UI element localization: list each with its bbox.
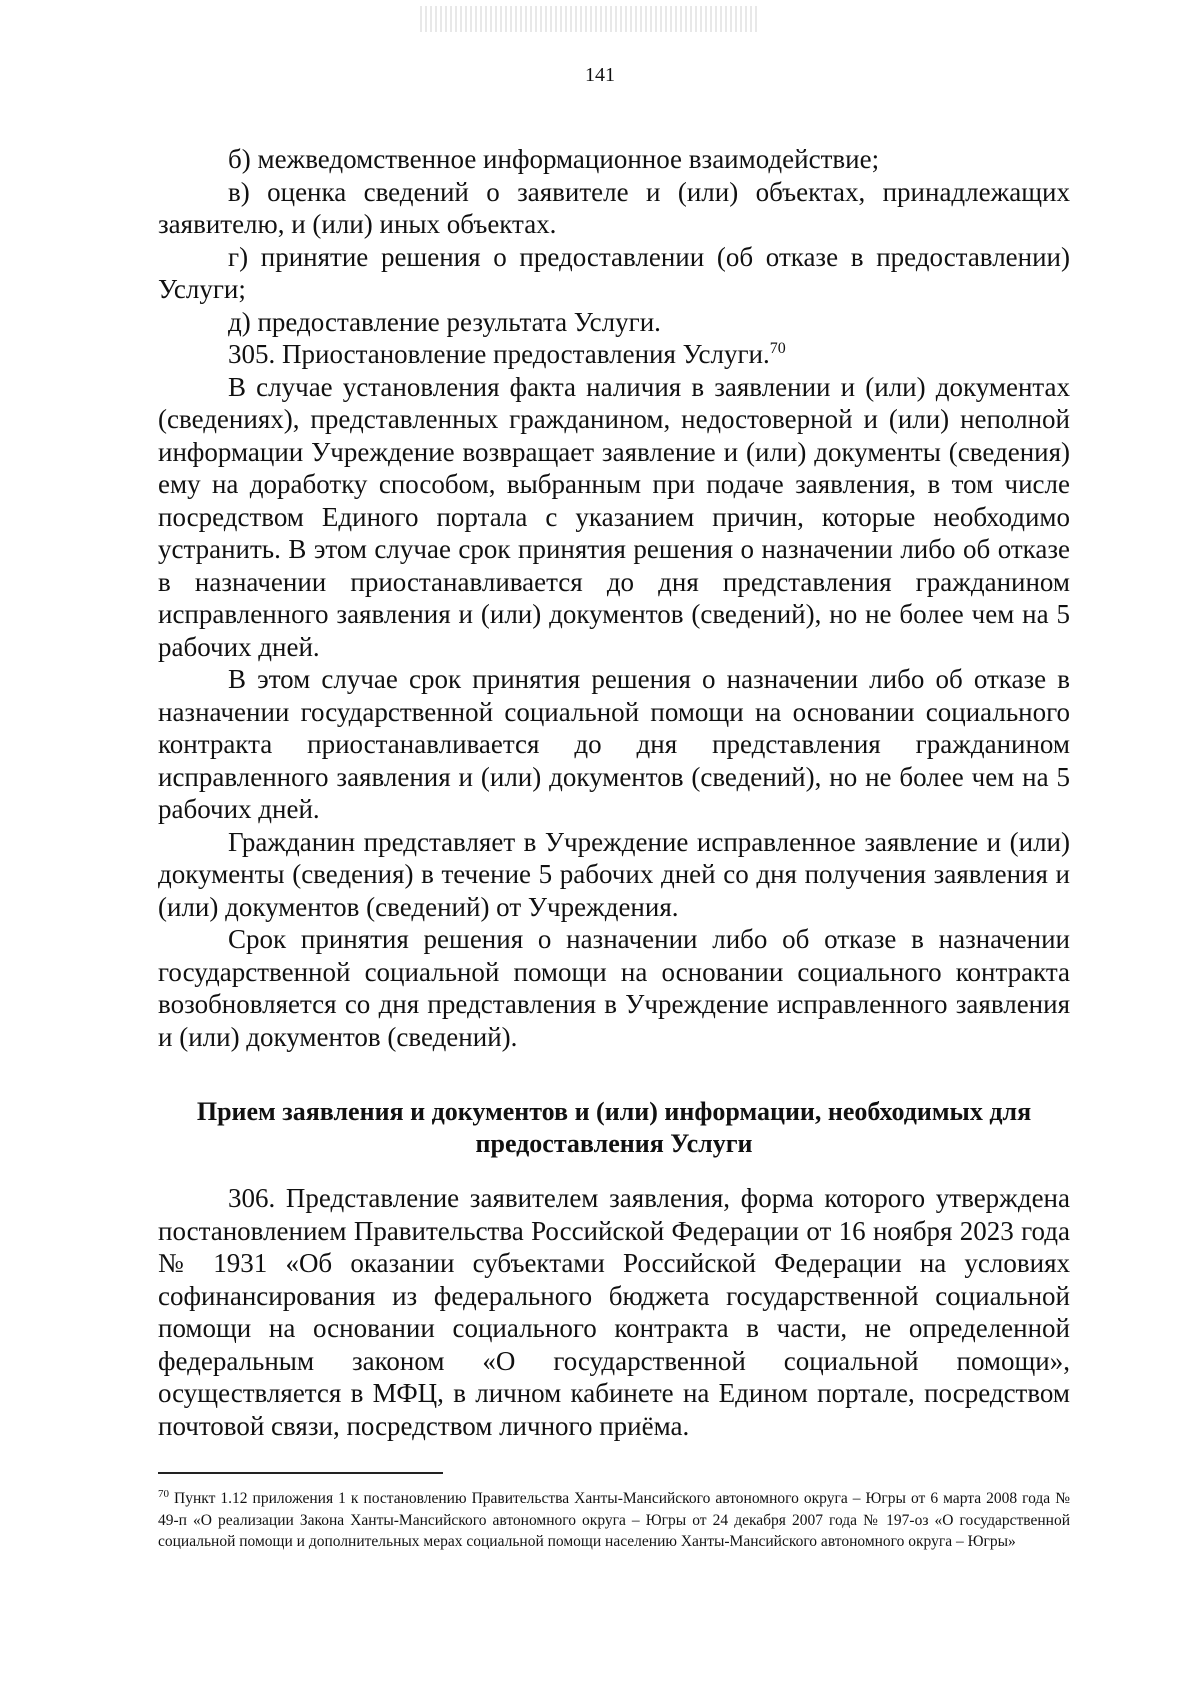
footnote-text: Пункт 1.12 приложения 1 к постановлению Правительства Ханты-Мансийского автономного округа – Югры от 6 марта 2008 года № 49-п «О реализации Закона Ханты-Мансийского автономного округа – Югры от 24 декабря 2007 года № 197-оз «О государственной социальной помощи и дополнительных мерах социальной помощи населению Ханты-Мансийского автономного округа – Югры» xyxy=(158,1490,1070,1550)
footnote-reference[interactable]: 70 xyxy=(769,340,786,357)
page-number: 141 xyxy=(585,64,615,86)
footnote-marker: 70 xyxy=(158,1487,169,1500)
paragraph: Гражданин представляет в Учреждение исправленное заявление и (или) документы (сведения) в течение 5 рабочих дней со дня получения заявления и (или) документов (сведений) от Учреждения. xyxy=(158,826,1070,922)
list-item: в) оценка сведений о заявителе и (или) объектах, принадлежащих заявителю, и (или) иных объектах. xyxy=(158,176,1070,239)
list-item: г) принятие решения о предоставлении (об отказе в предоставлении) Услуги; xyxy=(158,241,1070,304)
paragraph: В случае установления факта наличия в заявлении и (или) документах (сведениях), представленных гражданином, недостоверной и (или) неполной информации Учреждение возвращает заявление и (или) документы (сведения) ему на доработку способом, выбранным при подаче заявления, в том числе посредством Единого портала с указанием причин, которые необходимо устранить. В этом случае срок принятия решения о назначении либо об отказе в назначении приостанавливается до дня представления гражданином исправленного заявления и (или) документов (сведений), но не более чем на 5 рабочих дней. xyxy=(158,371,1070,662)
paragraph: Срок принятия решения о назначении либо об отказе в назначении государственной социальной помощи на основании социального контракта возобновляется со дня представления в Учреждение исправленного заявления и (или) документов (сведений). xyxy=(158,924,1070,1052)
clause-305-title xyxy=(158,338,1070,371)
paragraph: В этом случае срок принятия решения о назначении либо об отказе в назначении государственной социальной помощи на основании социального контракта приостанавливается до дня представления гражданином исправленного заявления и (или) документов (сведений), но не более чем на 5 рабочих дней. xyxy=(158,664,1070,824)
list-item: б) межведомственное информационное взаимодействие; xyxy=(228,144,880,174)
clause-305-title-text: 305. Приостановление предоставления Услуги. xyxy=(228,339,770,369)
section-heading: Прием заявления и документов и (или) информации, необходимых для предоставления Услуги xyxy=(196,1097,1032,1158)
scan-artifact xyxy=(420,6,760,32)
document-body xyxy=(158,143,1070,1442)
footnote-divider xyxy=(158,1472,443,1474)
footnote xyxy=(158,1488,1070,1553)
list-item: д) предоставление результата Услуги. xyxy=(228,306,661,337)
clause-306: 306. Представление заявителем заявления, форма которого утверждена постановлением Правительства Российской Федерации от 16 ноября 2023 года № 1931 «Об оказании субъектами Российской Федерации на условиях софинансирования из федерального бюджета государственной социальной помощи на основании социального контракта в части, не определенной федеральным законом «О государственной социальной помощи», осуществляется в МФЦ, в личном кабинете на Едином портале, посредством почтовой связи, посредством личного приёма. xyxy=(158,1183,1070,1441)
